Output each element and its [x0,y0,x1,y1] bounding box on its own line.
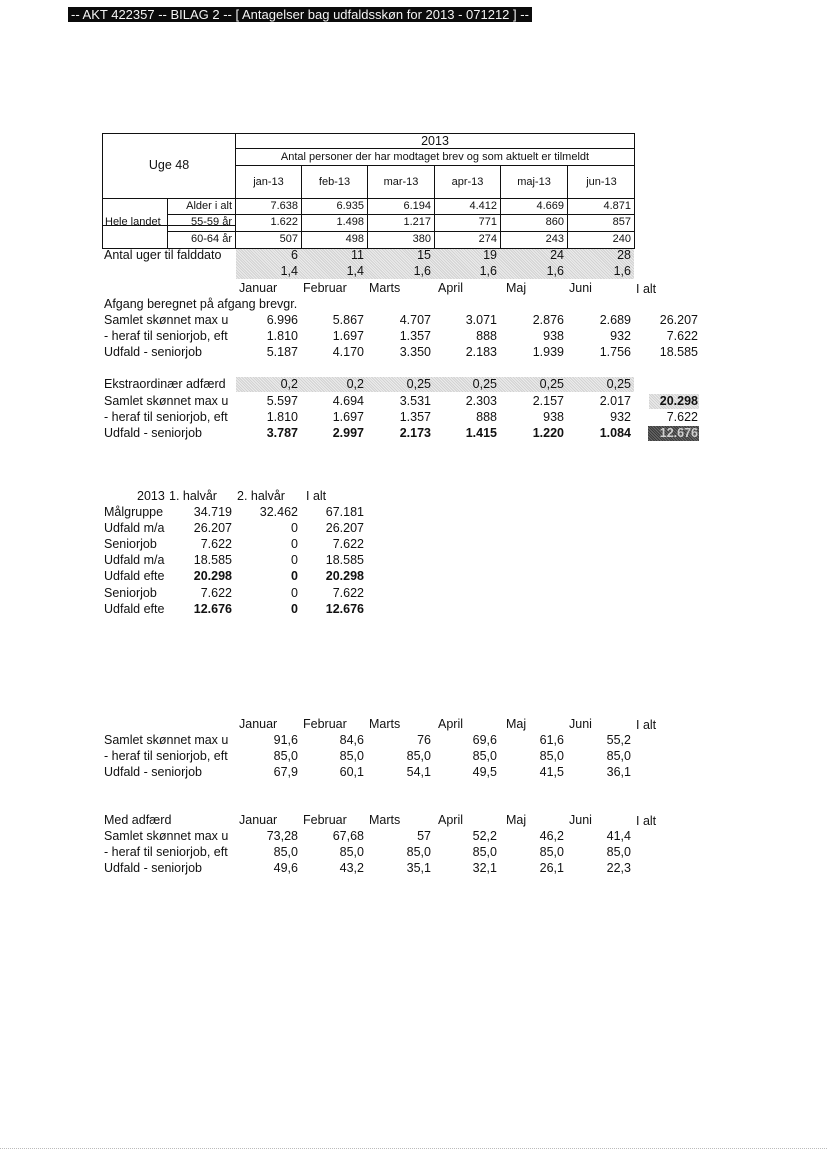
pct1-header: Februar [303,717,347,731]
table1-cell: 1.498 [336,216,364,228]
summary-cell: 0 [291,602,298,616]
pct1-cell: 55,2 [606,733,631,747]
summary-cell: 26.207 [193,521,232,535]
summary-label: Udfald m/a [104,553,165,567]
cell: 938 [543,329,564,343]
col-header: Juni [569,281,592,295]
row-label: Samlet skønnet max u [104,394,229,408]
pct1-cell: 91,6 [273,733,298,747]
summary-label: Udfald efte [104,569,165,583]
weeks-cell: 24 [550,248,564,262]
table1-cell: 1.622 [270,216,298,228]
table1-month: jun-13 [586,176,617,188]
pct2-cell: 85,0 [406,845,431,859]
table1-row-label: 60-64 år [191,233,232,245]
cell: 1.697 [332,410,364,424]
cell-total: 12.676 [659,426,698,440]
table1-rule [235,165,635,166]
summary-cell: 20.298 [193,569,232,583]
table1-month: maj-13 [517,176,551,188]
col-header: Januar [239,281,278,295]
col-header: Februar [303,281,347,295]
pct2-cell: 41,4 [606,829,631,843]
table1-cell: 857 [612,216,631,228]
cell: 4.694 [332,394,364,408]
pct1-label: Udfald - seniorjob [104,765,202,779]
cell: 1.756 [599,345,631,359]
cell: 3.350 [399,345,431,359]
cell-total: 7.622 [666,410,698,424]
cell: 2.183 [465,345,497,359]
cell: 1.939 [532,345,564,359]
table1-month: feb-13 [318,176,351,188]
cell: 938 [543,410,564,424]
factor-cell: 1,4 [346,264,364,278]
table1-month: apr-13 [451,176,484,188]
summary-label: Målgruppe [104,505,164,519]
row-label: Udfald - seniorjob [104,426,202,440]
table1-cell: 380 [412,233,431,245]
table1-cell: 860 [545,216,564,228]
pct1-cell: 85,0 [606,749,631,763]
pct2-title: Med adfærd [104,813,172,827]
pct2-cell: 22,3 [606,861,631,875]
pct2-cell: 85,0 [539,845,564,859]
pct1-label: - heraf til seniorjob, eft [104,749,228,763]
cell: 2.997 [332,426,364,440]
table1-cell: 1.217 [403,216,431,228]
summary-cell: 7.622 [200,586,232,600]
pct1-header: Januar [239,717,278,731]
summary-cell: 0 [291,569,298,583]
table1-week-label: Uge 48 [148,158,190,172]
pct2-cell: 43,2 [339,861,364,875]
col-header: Marts [369,281,401,295]
pct1-header: Maj [506,717,527,731]
cell: 2.303 [465,394,497,408]
table1-cell: 771 [478,216,497,228]
col-header: Maj [506,281,527,295]
pct2-cell: 73,28 [266,829,298,843]
pct1-cell: 85,0 [273,749,298,763]
cell: 1.084 [599,426,631,440]
pct2-cell: 35,1 [406,861,431,875]
pct1-cell: 69,6 [472,733,497,747]
cell: 4.707 [399,313,431,327]
col-header: April [438,281,464,295]
pct1-header: Marts [369,717,401,731]
cell: 2.173 [399,426,431,440]
cell: 932 [610,329,631,343]
extra-cell: 0,2 [280,377,298,391]
pct2-cell: 52,2 [472,829,497,843]
pct1-label: Samlet skønnet max u [104,733,229,747]
cell: 1.220 [532,426,564,440]
table1-cell: 240 [612,233,631,245]
summary-label: Udfald m/a [104,521,165,535]
factor-cell: 1,4 [280,264,298,278]
pct1-cell: 67,9 [273,765,298,779]
summary-label: Seniorjob [104,537,157,551]
cell: 4.170 [332,345,364,359]
extra-cell: 0,2 [346,377,364,391]
pct2-cell: 46,2 [539,829,564,843]
cell: 1.810 [266,410,298,424]
row-label: Udfald - seniorjob [104,345,202,359]
factor-cell: 1,6 [546,264,564,278]
row-label: - heraf til seniorjob, eft [104,329,228,343]
factor-cell: 1,6 [413,264,431,278]
summary-cell: 18.585 [325,553,364,567]
pct2-cell: 67,68 [332,829,364,843]
table1-region: Hele landet [105,216,161,228]
factor-cell: 1,6 [479,264,497,278]
pct1-cell: 60,1 [339,765,364,779]
pct2-label: Samlet skønnet max u [104,829,229,843]
cell: 888 [476,410,497,424]
cell: 888 [476,329,497,343]
pct2-header: I alt [636,814,657,828]
summary-header: I alt [306,489,327,503]
pct1-cell: 84,6 [339,733,364,747]
table1-row-label: Alder i alt [186,200,232,212]
summary-header: 2. halvår [237,489,285,503]
row-label: - heraf til seniorjob, eft [104,410,228,424]
pct2-header: Maj [506,813,527,827]
cell: 5.867 [332,313,364,327]
summary-cell: 7.622 [332,537,364,551]
cell: 5.187 [266,345,298,359]
summary-cell: 0 [291,586,298,600]
table1-month: jan-13 [253,176,284,188]
weeks-cell: 19 [483,248,497,262]
table1-cell: 6.194 [403,200,431,212]
table1-cell: 4.871 [603,200,631,212]
summary-cell: 12.676 [193,602,232,616]
summary-cell: 0 [291,521,298,535]
extra-label: Ekstraordinær adfærd [104,377,226,391]
summary-header: 2013 [137,489,165,503]
pct1-cell: 49,5 [472,765,497,779]
cell: 2.876 [532,313,564,327]
table1-cell: 6.935 [336,200,364,212]
pct2-cell: 85,0 [606,845,631,859]
cell: 3.531 [399,394,431,408]
weeks-cell: 15 [417,248,431,262]
weeks-cell: 6 [291,248,298,262]
pct2-cell: 49,6 [273,861,298,875]
pct1-cell: 61,6 [539,733,564,747]
table1-cell: 498 [345,233,364,245]
weeks-cell: 28 [617,248,631,262]
cell: 1.357 [399,410,431,424]
table1-cell: 7.638 [270,200,298,212]
scan-edge [0,1148,827,1149]
pct1-cell: 85,0 [339,749,364,763]
cell: 932 [610,410,631,424]
summary-header: 1. halvår [169,489,217,503]
table1-subtitle: Antal personer der har modtaget brev og som aktuelt er tilmeldt [280,151,590,163]
summary-cell: 0 [291,553,298,567]
summary-cell: 7.622 [200,537,232,551]
pct2-cell: 85,0 [339,845,364,859]
pct2-cell: 85,0 [472,845,497,859]
table1-cell: 507 [279,233,298,245]
cell: 2.017 [599,394,631,408]
pct1-header: April [438,717,464,731]
summary-cell: 18.585 [193,553,232,567]
table1-month: mar-13 [383,176,419,188]
cell: 3.071 [465,313,497,327]
cell: 1.697 [332,329,364,343]
summary-cell: 20.298 [325,569,364,583]
extra-cell: 0,25 [606,377,631,391]
pct2-cell: 57 [417,829,431,843]
pct2-label: - heraf til seniorjob, eft [104,845,228,859]
cell-total: 20.298 [659,394,698,408]
cell-total: 18.585 [659,345,698,359]
cell: 2.157 [532,394,564,408]
cell: 5.597 [266,394,298,408]
extra-cell: 0,25 [406,377,431,391]
summary-label: Udfald efte [104,602,165,616]
summary-cell: 34.719 [193,505,232,519]
cell: 2.689 [599,313,631,327]
pct2-label: Udfald - seniorjob [104,861,202,875]
cell: 3.787 [266,426,298,440]
pct1-cell: 54,1 [406,765,431,779]
table1-cell: 4.669 [536,200,564,212]
pct2-header: Juni [569,813,592,827]
summary-label: Seniorjob [104,586,157,600]
pct1-cell: 41,5 [539,765,564,779]
table1-cell: 4.412 [469,200,497,212]
pct1-cell: 85,0 [539,749,564,763]
pct2-cell: 32,1 [472,861,497,875]
summary-cell: 67.181 [325,505,364,519]
summary-cell: 26.207 [325,521,364,535]
summary-cell: 32.462 [259,505,298,519]
weeks-label: Antal uger til falddato [104,248,222,262]
section1-note: Afgang beregnet på afgang brevgr. [104,297,298,311]
pct1-cell: 76 [417,733,431,747]
table1-cell: 274 [478,233,497,245]
pct2-header: April [438,813,464,827]
cell: 1.810 [266,329,298,343]
cell-total: 7.622 [666,329,698,343]
pct1-header: Juni [569,717,592,731]
document-header: -- AKT 422357 -- BILAG 2 -- [ Antagelser bag udfaldsskøn for 2013 - 071212 ] -- [68,7,532,22]
cell: 1.415 [465,426,497,440]
extra-cell: 0,25 [472,377,497,391]
weeks-cell: 11 [351,248,364,262]
pct1-cell: 36,1 [606,765,631,779]
summary-cell: 0 [291,537,298,551]
pct1-cell: 85,0 [472,749,497,763]
pct2-cell: 85,0 [273,845,298,859]
cell-total: 26.207 [659,313,698,327]
cell: 1.357 [399,329,431,343]
table1-row-label: 55-59 år [191,216,232,228]
table1-year: 2013 [421,134,449,148]
col-header: I alt [636,282,657,296]
cell: 6.996 [266,313,298,327]
pct2-header: Marts [369,813,401,827]
row-label: Samlet skønnet max u [104,313,229,327]
summary-cell: 12.676 [325,602,364,616]
table1-cell: 243 [545,233,564,245]
pct2-header: Februar [303,813,347,827]
pct2-cell: 26,1 [539,861,564,875]
pct1-cell: 85,0 [406,749,431,763]
pct1-header: I alt [636,718,657,732]
pct2-header: Januar [239,813,278,827]
summary-cell: 7.622 [332,586,364,600]
factor-cell: 1,6 [613,264,631,278]
extra-cell: 0,25 [539,377,564,391]
